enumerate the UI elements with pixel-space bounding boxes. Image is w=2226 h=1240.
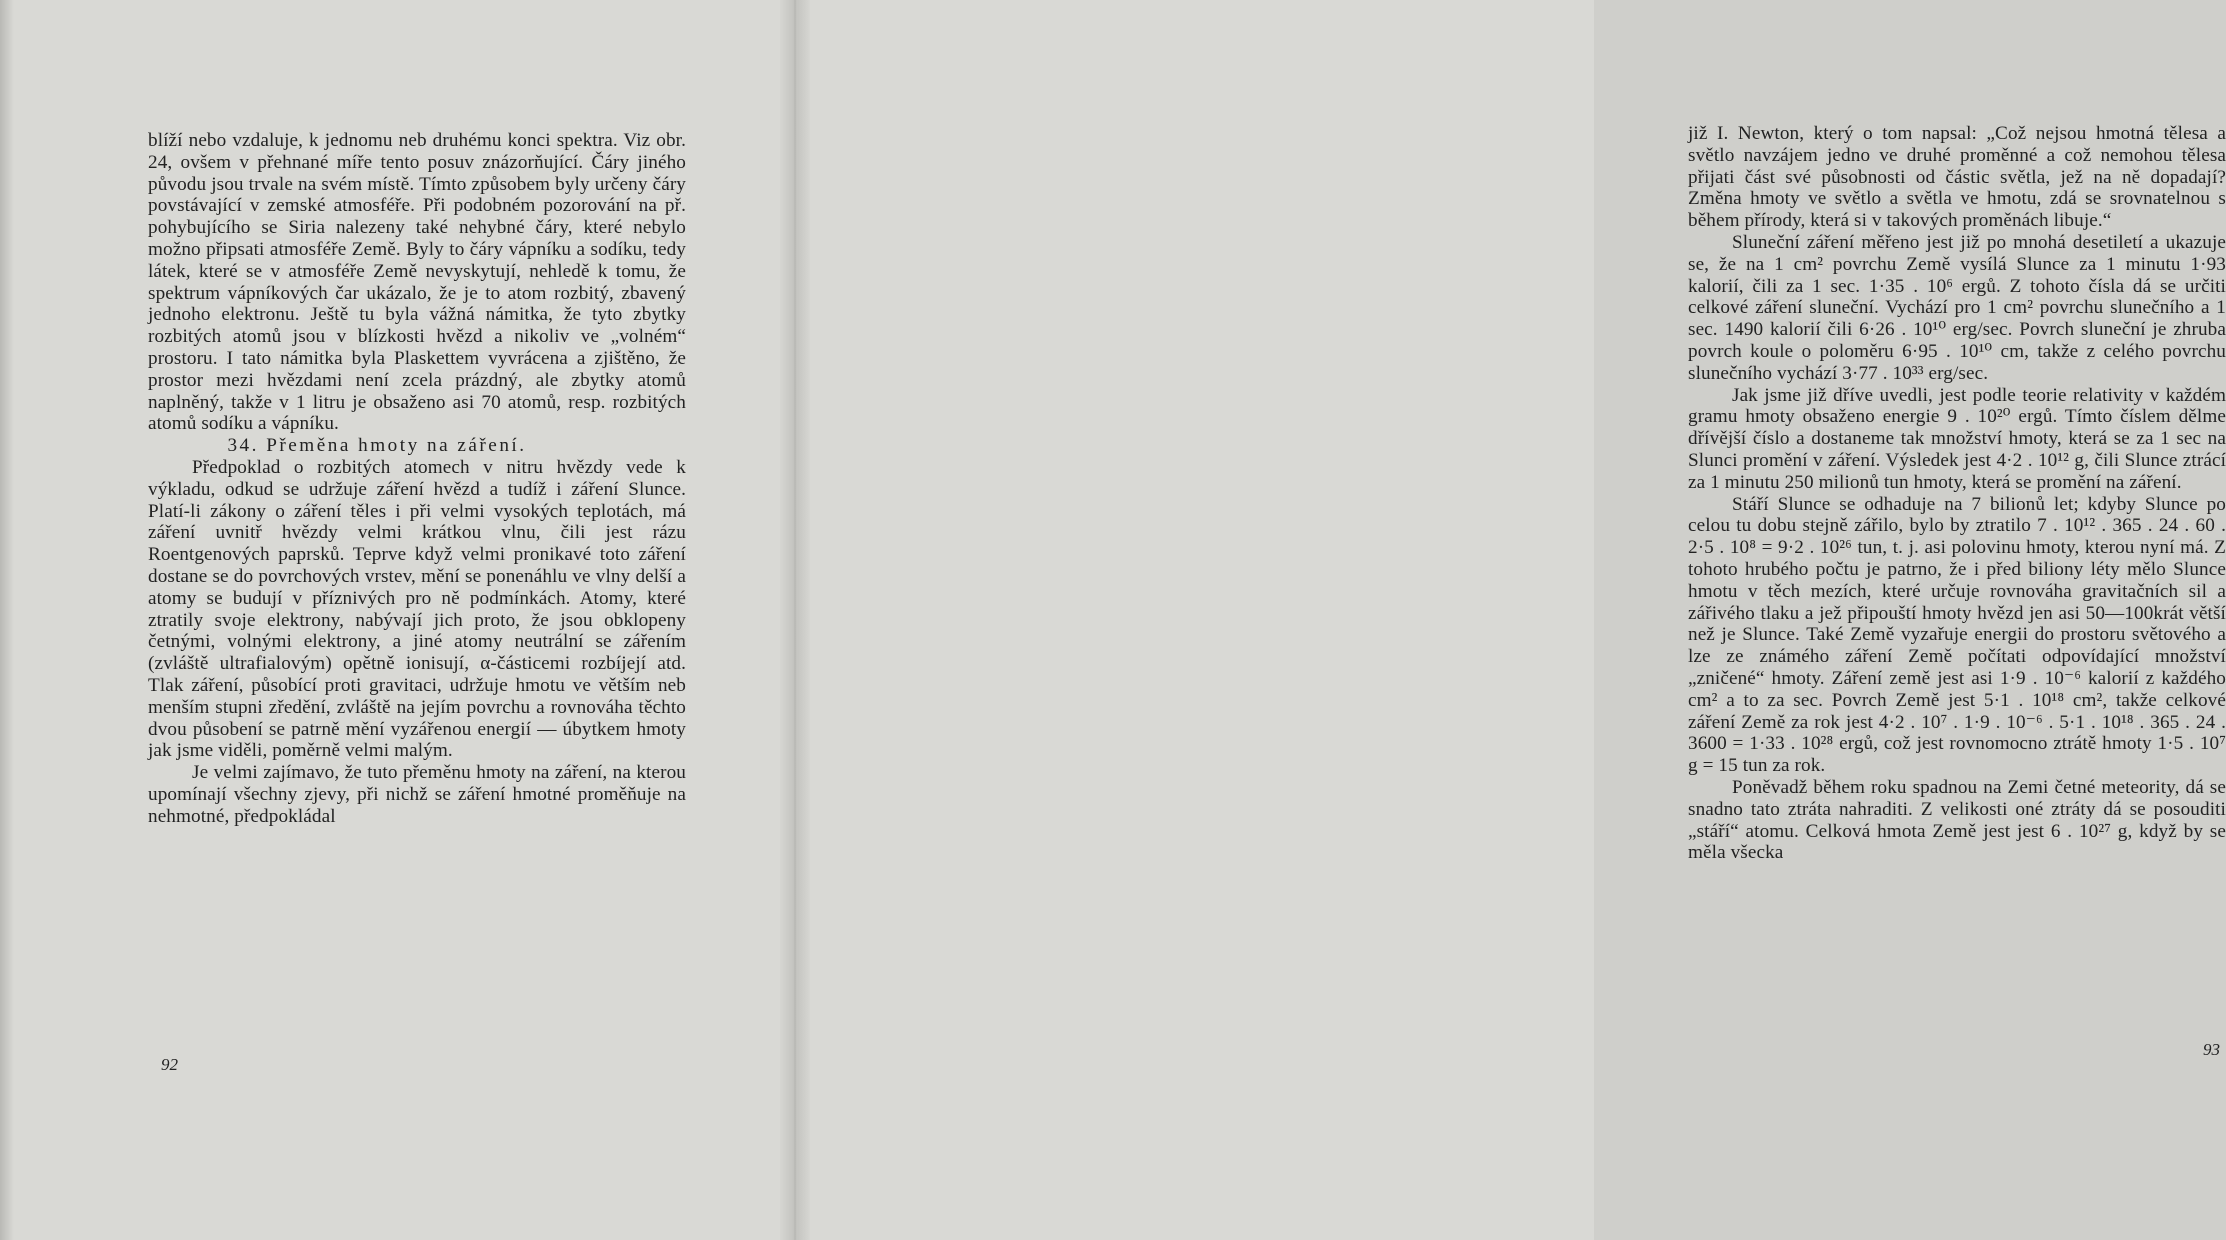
page-number: 93 bbox=[2203, 1040, 2220, 1059]
paragraph: Stáří Slunce se odhaduje na 7 bilionů let; kdyby Slunce po celou tu dobu stejně zářilo, bylo by ztratilo 7 . 10¹² . 365 . 24 . 60 . 2·5 . 10⁸ = 9·2 . 10²⁶ tun, t. j. asi polovinu hmoty, kterou nyní má. Z tohoto hrubého počtu je patrno, že i před biliony léty mělo Slunce hmotu v těch mezích, které určuje rovnováha gravitačních sil a zářivého tlaku a jež připouští hmoty hvězd jen asi 50—100krát větší než je Slunce. Také Země vyzařuje energii do prostoru světového a lze ze známého záření Země počítati odpovídající množství „zničené“ hmoty. Záření země jest asi 1·9 . 10⁻⁶ kalorií z každého cm² a to za sec. Povrch Země jest 5·1 . 10¹⁸ cm², takže celkové záření Země za rok jest 4·2 . 10⁷ . 1·9 . 10⁻⁶ . 5·1 . 10¹⁸ . 365 . 24 . 3600 = 1·33 . 10²⁸ ergů, což jest rovnomocno ztrátě hmoty 1·5 . 10⁷ g = 15 tun za rok. bbox=[1688, 493, 2226, 777]
paragraph: již I. Newton, který o tom napsal: „Což nejsou hmotná tělesa a světlo navzájem jedno ve druhé proměnné a což nemohou tělesa přijati část své působnosti od částic světla, jež na ně dopadají? Změna hmoty ve světlo a světla ve hmotu, zdá se srovnatelnou s během přírody, která si v takových proměnách libuje.“ bbox=[1688, 123, 2226, 232]
page-number: 92 bbox=[161, 1055, 178, 1074]
section-heading: 34. Přeměna hmoty na záření. bbox=[227, 435, 527, 457]
paragraph: Jak jsme již dříve uvedli, jest podle teorie relativity v každém gramu hmoty obsaženo energie 9 . 10²⁰ ergů. Tímto číslem dělme dřívější číslo a dostaneme tak množství hmoty, která se za 1 sec na Slunci promění v záření. Výsledek jest 4·2 . 10¹² g, čili Slunce ztrácí za 1 minutu 250 milionů tun hmoty, která se promění na záření. bbox=[1688, 384, 2226, 493]
right-page bbox=[795, 0, 2226, 1240]
paragraph: Poněvadž během roku spadnou na Zemi četné meteority, dá se snadno tato ztráta nahraditi. Z velikosti oné ztráty dá se posouditi „stáří“ atomu. Celková hmota Země jest jest 6 . 10²⁷ g, když by se měla všecka bbox=[1688, 776, 2226, 864]
left-page bbox=[0, 0, 795, 1240]
book-gutter bbox=[780, 0, 810, 1240]
paragraph: Sluneční záření měřeno jest již po mnohá desetiletí a ukazuje se, že na 1 cm² povrchu Země vysílá Slunce za 1 minutu 1·93 kalorií, čili za 1 sec. 1·35 . 10⁶ ergů. Z tohoto čísla dá se určiti celkové záření sluneční. Vychází pro 1 cm² povrchu slunečního a 1 sec. 1490 kalorií čili 6·26 . 10¹⁰ erg/sec. Povrch sluneční je zhruba povrch koule o poloměru 6·95 . 10¹⁰ cm, takže z celého povrchu slunečního vychází 3·77 . 10³³ erg/sec. bbox=[1688, 231, 2226, 384]
page-edge-shadow bbox=[0, 0, 14, 1240]
left-page-text bbox=[148, 130, 686, 828]
paragraph: Je velmi zajímavo, že tuto přeměnu hmoty na záření, na kterou upomínají všechny zjevy, při nichž se záření hmotné proměňuje na nehmotné, předpokládal bbox=[148, 762, 686, 827]
paragraph: blíží nebo vzdaluje, k jednomu neb druhému konci spektra. Viz obr. 24, ovšem v přehnané míře tento posuv znázorňující. Čáry jiného původu jsou trvale na svém místě. Tímto způsobem byly určeny čáry povstávající v zemské atmosféře. Při podobném pozorování na př. pohybujícího se Siria nalezeny také nehybné čáry, které nebylo možno připsati atmosféře Země. Byly to čáry vápníku a sodíku, tedy látek, které se v atmosféře Země nevyskytují, nehledě k tomu, že spektrum vápníkových čar ukázalo, že je to atom rozbitý, zbavený jednoho elektronu. Ještě tu byla vážná námitka, že tyto zbytky rozbitých atomů jsou v blízkosti hvězd a nikoliv ve „volném“ prostoru. I tato námitka byla Plaskettem vyvrácena a zjištěno, že prostor mezi hvězdami není zcela prázdný, ale zbytky atomů naplněný, takže v 1 litru je obsaženo asi 70 atomů, resp. rozbitých atomů sodíku a vápníku. bbox=[148, 130, 686, 435]
paragraph: Předpoklad o rozbitých atomech v nitru hvězdy vede k výkladu, odkud se udržuje záření hvězd a tudíž i záření Slunce. Platí-li zákony o záření těles i při velmi vysokých teplotách, má záření uvnitř hvězdy velmi krátkou vlnu, čili jest rázu Roentgenových paprsků. Teprve když velmi pronikavé toto záření dostane se do povrchových vrstev, mění se ponenáhlu ve vlny delší a atomy se budují v příznivých pro ně podmínkách. Atomy, které ztratily svoje elektrony, nabývají jich proto, že jsou obklopeny četnými, volnými elektrony, a jiné atomy neutrální se zářením (zvláště ultrafialovým) opětně ionisují, α-částicemi rozbíjejí atd. Tlak záření, působící proti gravitaci, udržuje hmotu ve větším neb menším stupni zředění, zvláště na jejím povrchu a rovnováha těchto dvou působení se patrně mění vyzářenou energií — úbytkem hmoty jak jsme viděli, poměrně velmi malým. bbox=[148, 456, 686, 762]
right-page-text bbox=[1688, 123, 2226, 864]
